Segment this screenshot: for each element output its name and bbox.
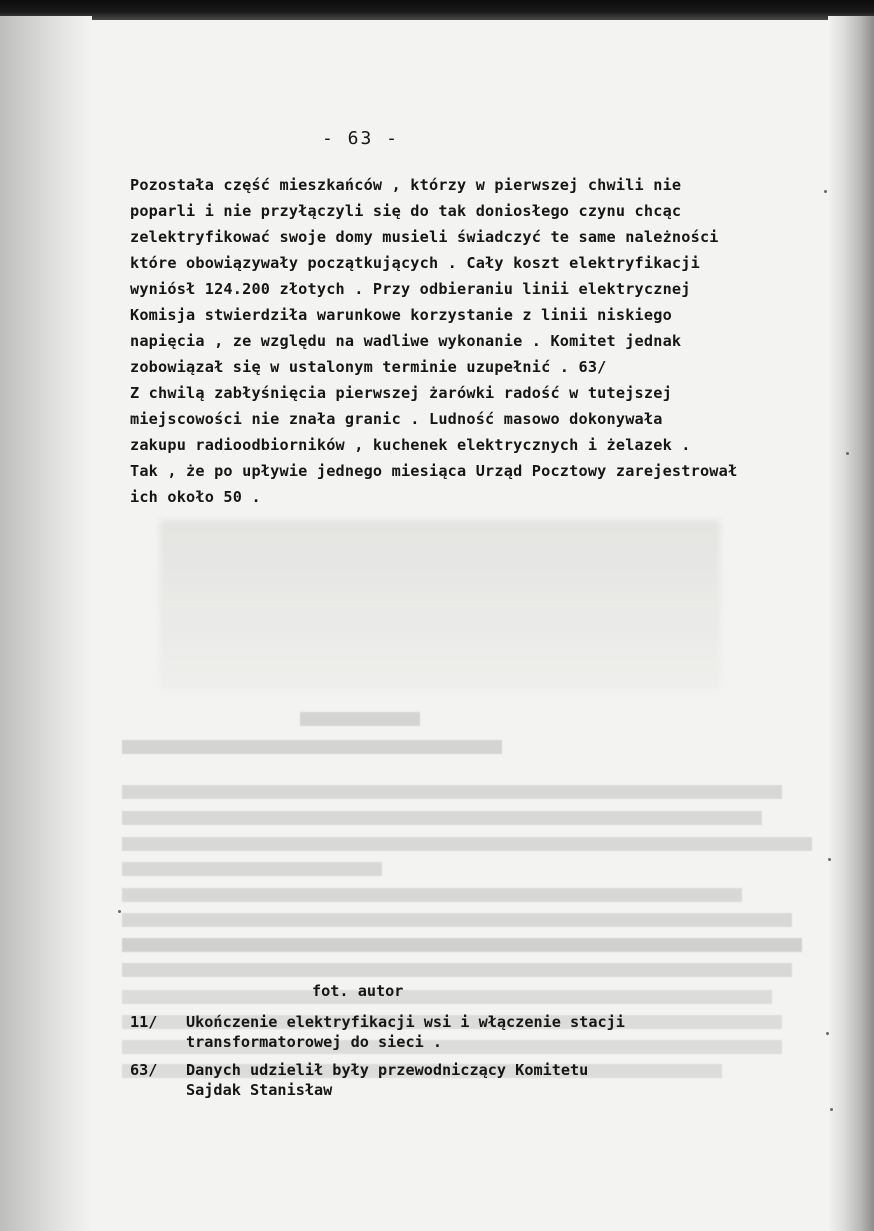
bleed-through-line bbox=[122, 811, 762, 825]
body-line: Tak , że po upływie jednego miesiąca Urząd Pocztowy zarejestrował bbox=[130, 462, 738, 480]
body-line: wyniósł 124.200 złotych . Przy odbieraniu linii elektrycznej bbox=[130, 280, 691, 298]
binding-shadow bbox=[0, 16, 92, 1231]
footnote-63 bbox=[130, 1060, 830, 1100]
body-line: ich około 50 . bbox=[130, 488, 261, 506]
footnote-text bbox=[186, 1060, 588, 1100]
speck bbox=[824, 190, 827, 193]
body-line: miejscowości nie znała granic . Ludność masowo dokonywała bbox=[130, 410, 663, 428]
body-line: zakupu radioodbiorników , kuchenek elektrycznych i żelazek . bbox=[130, 436, 691, 454]
footnote-marker: 63/ bbox=[130, 1061, 158, 1079]
body-line: Komisja stwierdziła warunkowe korzystanie z linii niskiego bbox=[130, 306, 672, 324]
footnote-line: Danych udzielił były przewodniczący Komitetu bbox=[186, 1061, 589, 1079]
scanner-edge-top bbox=[0, 0, 874, 20]
footnote-11 bbox=[130, 1012, 830, 1052]
body-line: poparli i nie przyłączyli się do tak doniosłego czynu chcąc bbox=[130, 202, 682, 220]
photo-caption: fot. autor bbox=[312, 982, 404, 1000]
body-paragraph bbox=[130, 172, 830, 510]
footnote-line: transformatorowej do sieci . bbox=[186, 1033, 443, 1051]
page-edge-right bbox=[828, 16, 874, 1231]
footnote-line: Sajdak Stanisław bbox=[186, 1081, 333, 1099]
bleed-through-line bbox=[122, 938, 802, 952]
bleed-through-line bbox=[122, 888, 742, 902]
bleed-through-line bbox=[300, 712, 420, 726]
bleed-through-photo bbox=[160, 520, 720, 690]
bleed-through-line bbox=[122, 913, 792, 927]
body-line: napięcia , ze względu na wadliwe wykonanie . Komitet jednak bbox=[130, 332, 682, 350]
footnotes bbox=[130, 980, 830, 1100]
body-line: które obowiązywały początkujących . Cały koszt elektryfikacji bbox=[130, 254, 700, 272]
speck bbox=[118, 910, 121, 913]
speck bbox=[846, 452, 849, 455]
body-line: Z chwilą zabłyśnięcia pierwszej żarówki radość w tutejszej bbox=[130, 384, 672, 402]
bleed-through-line bbox=[122, 963, 792, 977]
speck bbox=[828, 858, 831, 861]
bleed-through-line bbox=[122, 740, 502, 754]
body-line: zobowiązał się w ustalonym terminie uzupełnić . 63/ bbox=[130, 358, 607, 376]
speck bbox=[826, 1032, 829, 1035]
page-number: - 63 - bbox=[322, 128, 400, 149]
footnote-line: Ukończenie elektryfikacji wsi i włączenie stacji bbox=[186, 1013, 625, 1031]
body-line: Pozostała część mieszkańców , którzy w pierwszej chwili nie bbox=[130, 176, 682, 194]
bleed-through-line bbox=[122, 862, 382, 876]
body-line: zelektryfikować swoje domy musieli świadczyć te same należności bbox=[130, 228, 719, 246]
bleed-through-line bbox=[122, 785, 782, 799]
footnote-text bbox=[186, 1012, 625, 1052]
footnote-marker: 11/ bbox=[130, 1013, 158, 1031]
speck bbox=[830, 1108, 833, 1111]
bleed-through-line bbox=[122, 837, 812, 851]
